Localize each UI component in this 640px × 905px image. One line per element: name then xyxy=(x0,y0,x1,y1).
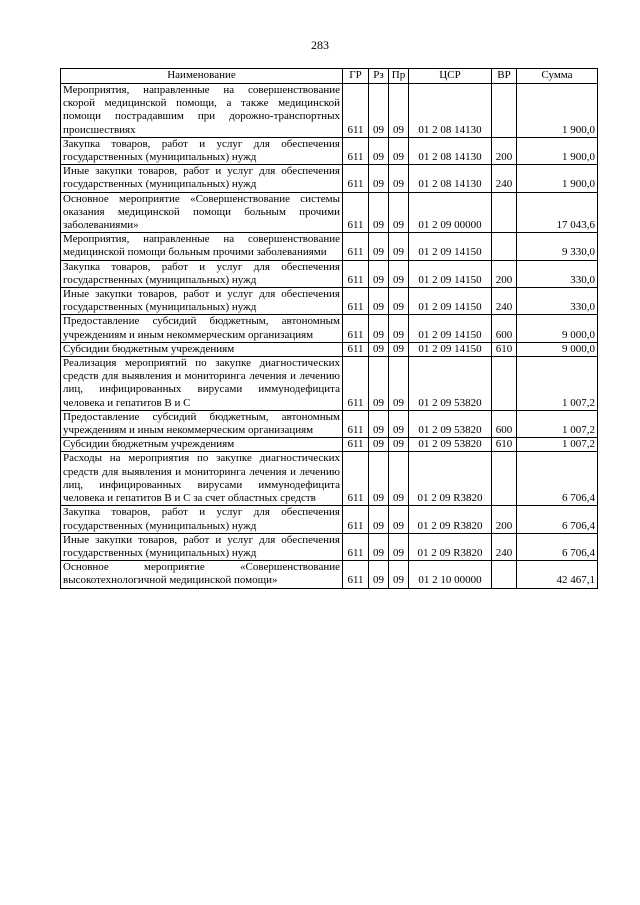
table-row xyxy=(61,357,598,411)
row-pr: 09 xyxy=(389,233,409,260)
row-rz: 09 xyxy=(369,506,389,533)
row-rz: 09 xyxy=(369,84,389,138)
table-header-row xyxy=(61,69,598,84)
row-vr xyxy=(492,357,517,411)
row-sum: 6 706,4 xyxy=(517,533,598,560)
row-pr: 09 xyxy=(389,137,409,164)
row-gr: 611 xyxy=(343,84,369,138)
row-vr xyxy=(492,452,517,506)
header-vr: ВР xyxy=(492,69,517,84)
row-name: Закупка товаров, работ и услуг для обеспечения государственных (муниципальных) нужд xyxy=(61,260,343,287)
row-name: Предоставление субсидий бюджетным, автономным учреждениям и иным некоммерческим организациям xyxy=(61,410,343,437)
row-rz: 09 xyxy=(369,561,389,588)
row-sum: 1 900,0 xyxy=(517,165,598,192)
row-rz: 09 xyxy=(369,410,389,437)
row-csr: 01 2 09 14150 xyxy=(409,315,492,342)
table-row xyxy=(61,137,598,164)
row-name: Иные закупки товаров, работ и услуг для обеспечения государственных (муниципальных) нужд xyxy=(61,288,343,315)
row-csr: 01 2 09 53820 xyxy=(409,438,492,452)
table-row xyxy=(61,410,598,437)
row-vr xyxy=(492,192,517,233)
row-gr: 611 xyxy=(343,165,369,192)
row-gr: 611 xyxy=(343,137,369,164)
table-row xyxy=(61,342,598,356)
row-name: Расходы на мероприятия по закупке диагностических средств для выявления и мониторинга лечения и лечению лиц, инфицированных вирусами иммунодефицита человека и гепатитов В и С за счет областных средств xyxy=(61,452,343,506)
header-sum: Сумма xyxy=(517,69,598,84)
row-sum: 17 043,6 xyxy=(517,192,598,233)
table-row xyxy=(61,506,598,533)
table-row xyxy=(61,561,598,588)
row-rz: 09 xyxy=(369,192,389,233)
row-pr: 09 xyxy=(389,315,409,342)
row-pr: 09 xyxy=(389,288,409,315)
table-row xyxy=(61,192,598,233)
row-csr: 01 2 09 14150 xyxy=(409,342,492,356)
row-name: Предоставление субсидий бюджетным, автономным учреждениям и иным некоммерческим организациям xyxy=(61,315,343,342)
row-pr: 09 xyxy=(389,165,409,192)
row-gr: 611 xyxy=(343,438,369,452)
row-name: Иные закупки товаров, работ и услуг для обеспечения государственных (муниципальных) нужд xyxy=(61,533,343,560)
row-gr: 611 xyxy=(343,561,369,588)
row-csr: 01 2 08 14130 xyxy=(409,137,492,164)
row-gr: 611 xyxy=(343,315,369,342)
row-sum: 9 000,0 xyxy=(517,342,598,356)
row-name: Субсидии бюджетным учреждениям xyxy=(61,342,343,356)
row-pr: 09 xyxy=(389,506,409,533)
row-pr: 09 xyxy=(389,84,409,138)
row-pr: 09 xyxy=(389,260,409,287)
row-vr: 240 xyxy=(492,165,517,192)
row-gr: 611 xyxy=(343,342,369,356)
row-csr: 01 2 09 R3820 xyxy=(409,533,492,560)
row-sum: 1 900,0 xyxy=(517,137,598,164)
row-sum: 9 000,0 xyxy=(517,315,598,342)
row-csr: 01 2 09 53820 xyxy=(409,357,492,411)
row-vr: 200 xyxy=(492,506,517,533)
row-csr: 01 2 09 14150 xyxy=(409,233,492,260)
row-vr xyxy=(492,233,517,260)
row-gr: 611 xyxy=(343,192,369,233)
row-rz: 09 xyxy=(369,357,389,411)
row-csr: 01 2 09 R3820 xyxy=(409,452,492,506)
row-sum: 1 900,0 xyxy=(517,84,598,138)
row-name: Закупка товаров, работ и услуг для обеспечения государственных (муниципальных) нужд xyxy=(61,506,343,533)
row-sum: 1 007,2 xyxy=(517,357,598,411)
table-row xyxy=(61,452,598,506)
row-rz: 09 xyxy=(369,452,389,506)
header-name: Наименование xyxy=(61,69,343,84)
row-vr: 600 xyxy=(492,410,517,437)
row-vr: 200 xyxy=(492,137,517,164)
row-csr: 01 2 08 14130 xyxy=(409,84,492,138)
row-name: Субсидии бюджетным учреждениям xyxy=(61,438,343,452)
header-rz: Рз xyxy=(369,69,389,84)
row-sum: 1 007,2 xyxy=(517,438,598,452)
row-name: Основное мероприятие «Совершенствование высокотехнологичной медицинской помощи» xyxy=(61,561,343,588)
row-name: Закупка товаров, работ и услуг для обеспечения государственных (муниципальных) нужд xyxy=(61,137,343,164)
row-gr: 611 xyxy=(343,506,369,533)
row-csr: 01 2 09 00000 xyxy=(409,192,492,233)
row-name: Мероприятия, направленные на совершенствование скорой медицинской помощи, а также медицинской помощи пострадавшим при дорожно-транспортных происшествиях xyxy=(61,84,343,138)
table-row xyxy=(61,315,598,342)
row-name: Мероприятия, направленные на совершенствование медицинской помощи больным прочими заболеваниями xyxy=(61,233,343,260)
row-pr: 09 xyxy=(389,357,409,411)
row-pr: 09 xyxy=(389,342,409,356)
header-csr: ЦСР xyxy=(409,69,492,84)
table-row xyxy=(61,438,598,452)
row-vr: 240 xyxy=(492,288,517,315)
row-vr xyxy=(492,84,517,138)
header-gr: ГР xyxy=(343,69,369,84)
row-vr xyxy=(492,561,517,588)
row-pr: 09 xyxy=(389,192,409,233)
row-rz: 09 xyxy=(369,165,389,192)
table-body xyxy=(61,84,598,589)
row-rz: 09 xyxy=(369,137,389,164)
row-rz: 09 xyxy=(369,260,389,287)
row-pr: 09 xyxy=(389,438,409,452)
table-row xyxy=(61,233,598,260)
row-rz: 09 xyxy=(369,342,389,356)
row-sum: 6 706,4 xyxy=(517,506,598,533)
row-sum: 330,0 xyxy=(517,260,598,287)
table-row xyxy=(61,165,598,192)
row-name: Реализация мероприятий по закупке диагностических средств для выявления и мониторинга лечения и лечению лиц, инфицированных вирусами иммунодефицита человека и гепатитов В и С xyxy=(61,357,343,411)
row-pr: 09 xyxy=(389,561,409,588)
row-rz: 09 xyxy=(369,315,389,342)
row-csr: 01 2 09 R3820 xyxy=(409,506,492,533)
row-gr: 611 xyxy=(343,357,369,411)
row-rz: 09 xyxy=(369,288,389,315)
page-number: 283 xyxy=(311,38,329,52)
table-row xyxy=(61,84,598,138)
table-row xyxy=(61,288,598,315)
row-sum: 9 330,0 xyxy=(517,233,598,260)
budget-table xyxy=(60,68,598,589)
row-pr: 09 xyxy=(389,410,409,437)
row-csr: 01 2 10 00000 xyxy=(409,561,492,588)
row-sum: 42 467,1 xyxy=(517,561,598,588)
row-vr: 240 xyxy=(492,533,517,560)
table-row xyxy=(61,260,598,287)
row-gr: 611 xyxy=(343,233,369,260)
row-gr: 611 xyxy=(343,452,369,506)
table-row xyxy=(61,533,598,560)
row-vr: 610 xyxy=(492,342,517,356)
row-rz: 09 xyxy=(369,438,389,452)
row-rz: 09 xyxy=(369,533,389,560)
row-pr: 09 xyxy=(389,452,409,506)
row-csr: 01 2 08 14130 xyxy=(409,165,492,192)
row-vr: 200 xyxy=(492,260,517,287)
row-csr: 01 2 09 53820 xyxy=(409,410,492,437)
row-name: Основное мероприятие «Совершенствование системы оказания медицинской помощи больным прочими заболеваниями» xyxy=(61,192,343,233)
row-gr: 611 xyxy=(343,410,369,437)
row-pr: 09 xyxy=(389,533,409,560)
header-pr: Пр xyxy=(389,69,409,84)
row-gr: 611 xyxy=(343,288,369,315)
row-vr: 610 xyxy=(492,438,517,452)
row-vr: 600 xyxy=(492,315,517,342)
row-gr: 611 xyxy=(343,260,369,287)
row-gr: 611 xyxy=(343,533,369,560)
row-sum: 330,0 xyxy=(517,288,598,315)
row-csr: 01 2 09 14150 xyxy=(409,260,492,287)
row-name: Иные закупки товаров, работ и услуг для обеспечения государственных (муниципальных) нужд xyxy=(61,165,343,192)
row-csr: 01 2 09 14150 xyxy=(409,288,492,315)
row-sum: 6 706,4 xyxy=(517,452,598,506)
row-rz: 09 xyxy=(369,233,389,260)
row-sum: 1 007,2 xyxy=(517,410,598,437)
